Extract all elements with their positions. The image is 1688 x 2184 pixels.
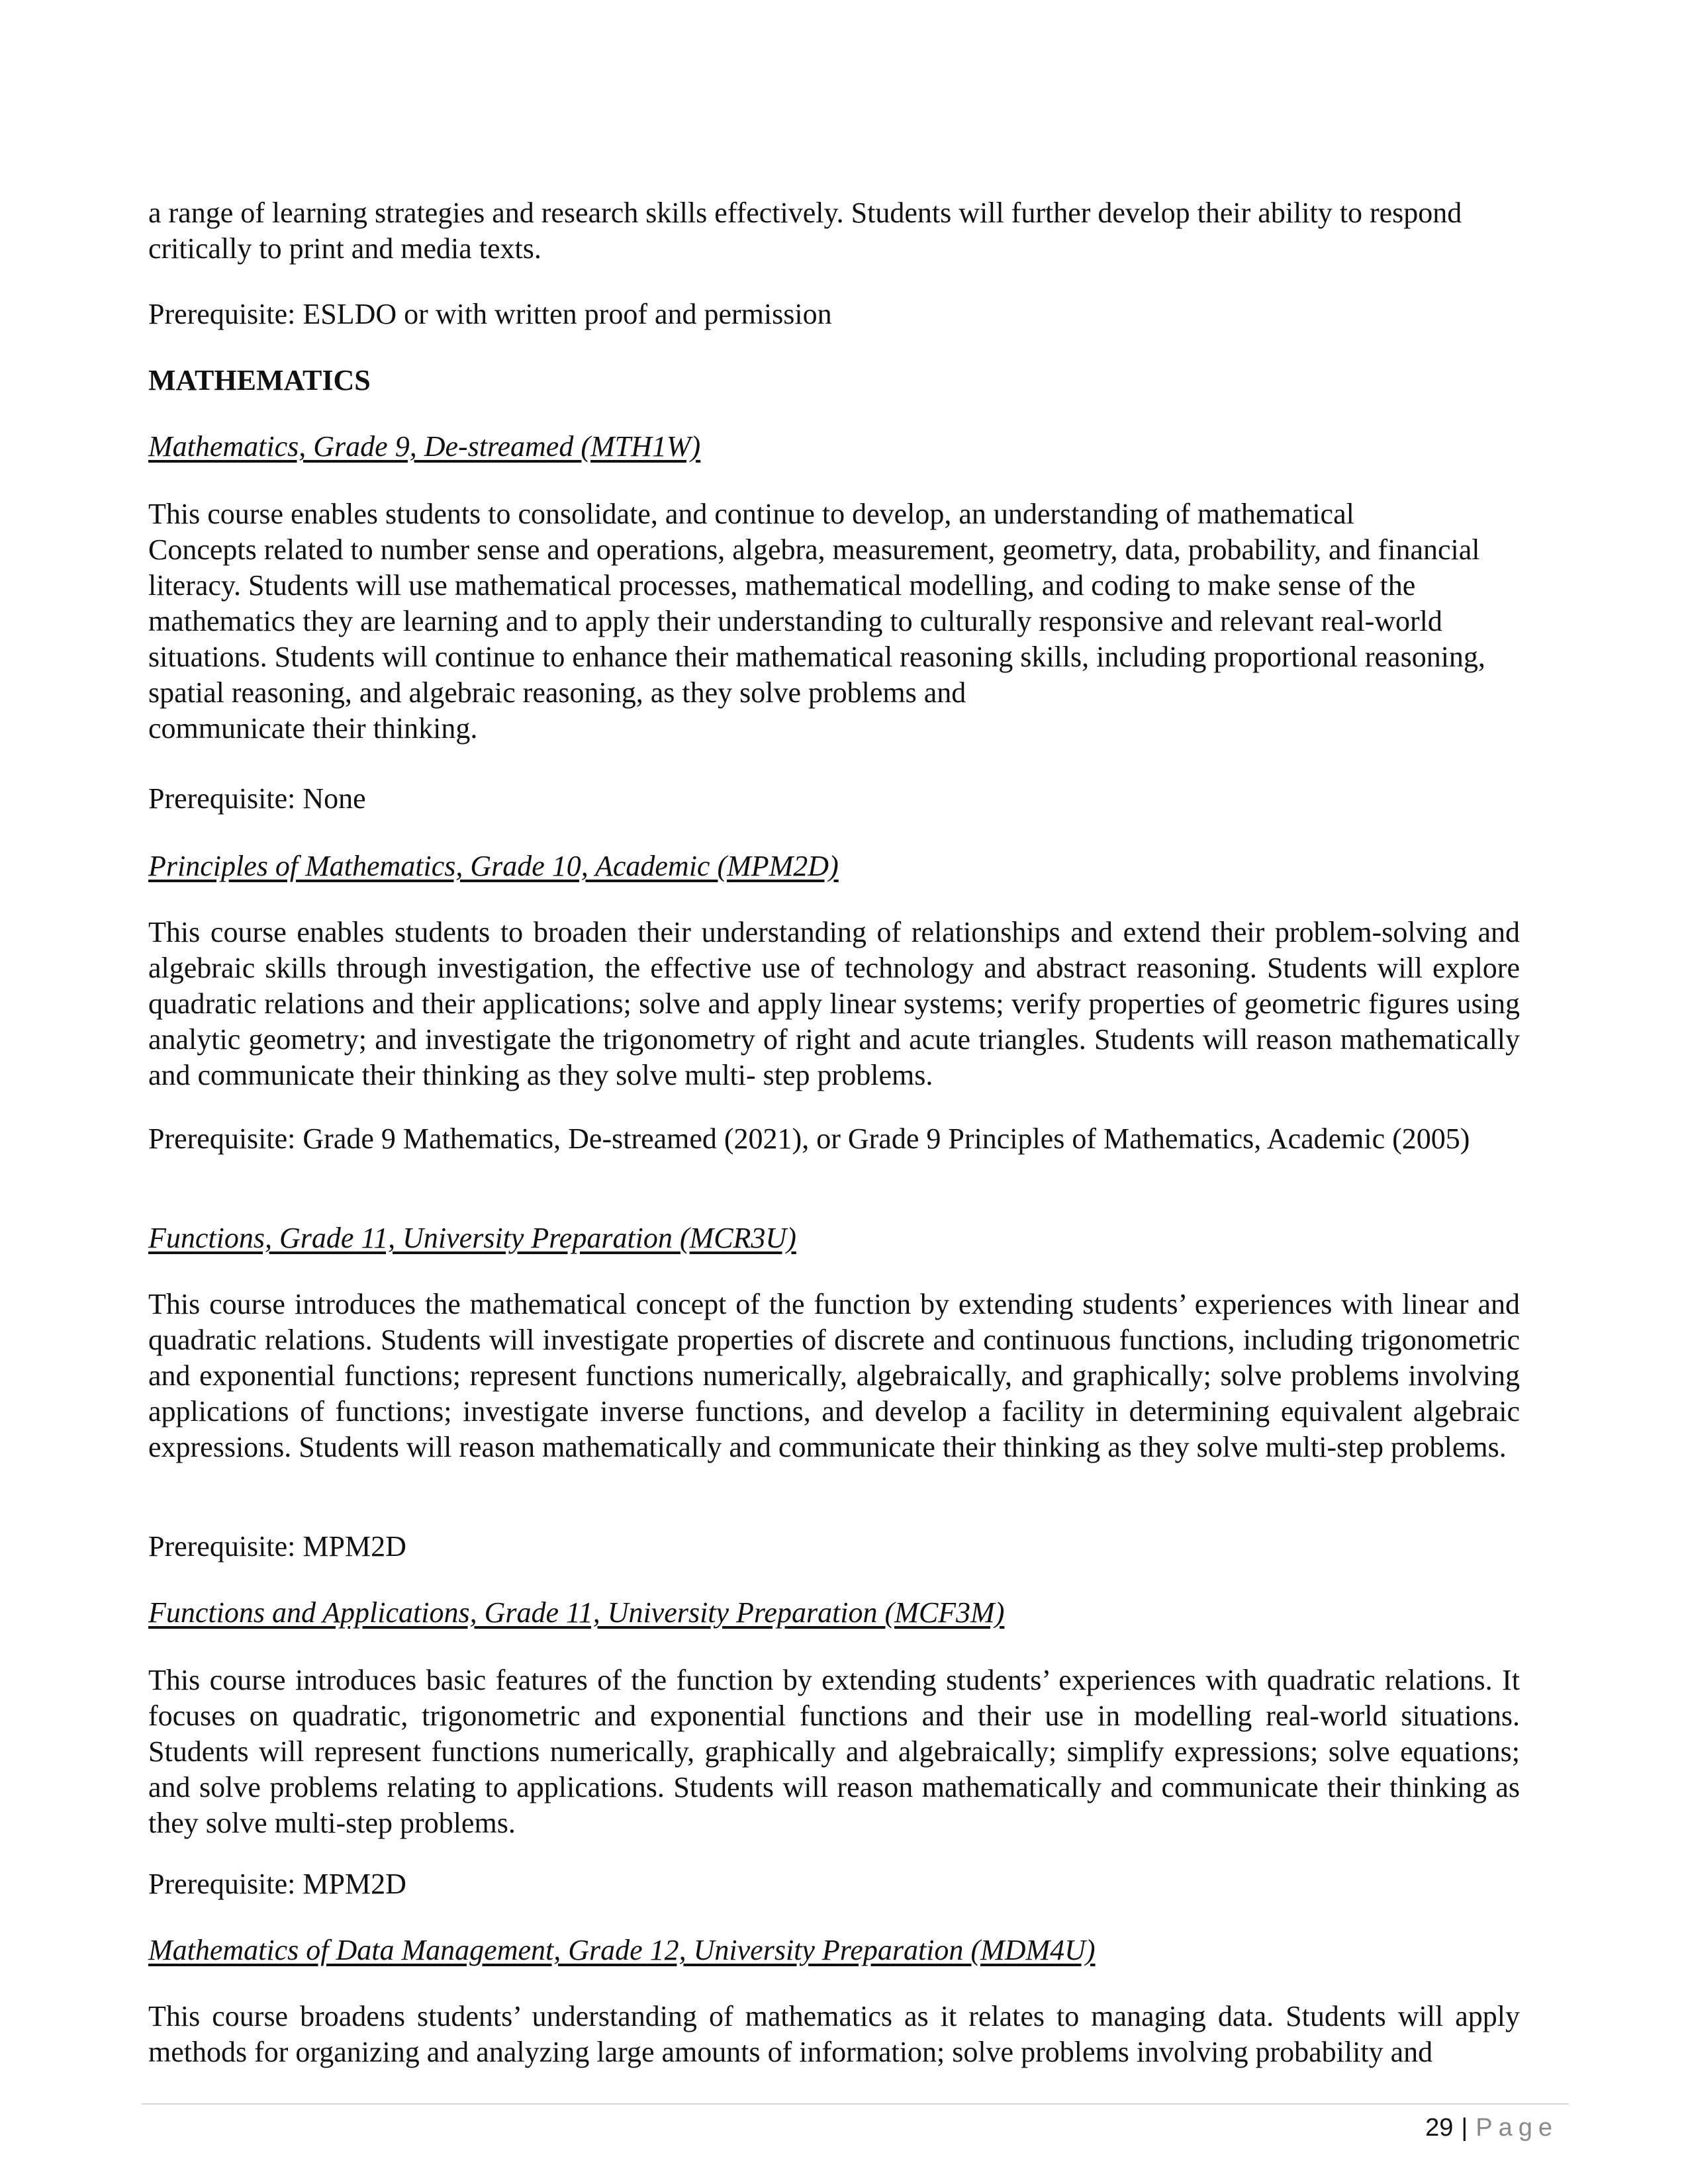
description-line: This course introduces basic features of the function by extending students’ experiences with quadratic relations. xyxy=(148,1664,1493,1696)
description-line: This course broadens students’ understanding of mathematics as it relates to managing data. Students will apply xyxy=(148,2000,1520,2032)
description-line: using analytic geometry; and investigate the trigonometry of right and acute triangles. Students will reason xyxy=(148,987,1521,1056)
course-description xyxy=(148,915,1520,1093)
course-title: Functions, Grade 11, University Preparation (MCR3U) xyxy=(148,1222,796,1254)
description-line: methods for organizing and analyzing large amounts of information; solve problems involving probability and xyxy=(148,2036,1433,2068)
course-description xyxy=(148,1287,1520,1465)
course-title: Mathematics, Grade 9, De-streamed (MTH1W) xyxy=(148,430,701,463)
description-line: and quadratic relations. Students will investigate properties of discrete and continuous functions, including xyxy=(148,1288,1521,1356)
description-line: It focuses on quadratic, trigonometric and exponential functions and their use in modelling real-world situations. xyxy=(148,1664,1521,1732)
description-line: This course enables students to consolidate, and continue to develop, an understanding of mathematical xyxy=(148,498,1354,530)
course-prerequisite: Prerequisite: MPM2D xyxy=(148,1530,406,1563)
intro-paragraph xyxy=(148,195,1520,267)
intro-line: critically to print and media texts. xyxy=(148,232,541,265)
description-line: Students will represent functions numerically, graphically and algebraically; simplify expressions; solve xyxy=(148,1735,1390,1768)
intro-prerequisite: Prerequisite: ESLDO or with written proof and permission xyxy=(148,298,832,330)
course-title: Mathematics of Data Management, Grade 12, University Preparation (MDM4U) xyxy=(148,1934,1096,1966)
description-line: equivalent algebraic expressions. Students will reason mathematically and communicate their thinking as they xyxy=(148,1395,1521,1463)
course-prerequisite: Prerequisite: Grade 9 Mathematics, De-streamed (2021), or Grade 9 Principles of Mathematics, Academic (2005) xyxy=(148,1122,1470,1155)
page-label: Page xyxy=(1476,2114,1558,2142)
description-line: mathematics they are learning and to apply their understanding to culturally responsive and relevant real-world xyxy=(148,605,1442,637)
description-line: thinking as they solve multi-step problems. xyxy=(148,1771,1521,1839)
description-line: This course enables students to broaden their understanding of relationships and extend their problem-solving and xyxy=(148,916,1520,948)
course-title: Functions and Applications, Grade 11, University Preparation (MCF3M) xyxy=(148,1596,1005,1629)
course-description xyxy=(148,1999,1520,2070)
description-line: mathematically and communicate their thinking as they solve multi- step problems. xyxy=(148,1023,1521,1091)
course-description xyxy=(148,1662,1520,1841)
course-title: Principles of Mathematics, Grade 10, Academic (MPM2D) xyxy=(148,850,839,882)
footer-divider xyxy=(142,2103,1569,2105)
description-line: communicate their thinking. xyxy=(148,712,478,745)
footer-separator: | xyxy=(1461,2114,1468,2142)
description-line: quadratic relations and their applications; solve and apply linear systems; verify properties of geometric figures xyxy=(148,987,1450,1020)
page-footer xyxy=(1425,2111,1558,2144)
page-number: 29 xyxy=(1425,2114,1454,2142)
description-line: situations. Students will continue to enhance their mathematical reasoning skills, including proportional reasoning, xyxy=(148,641,1485,673)
description-line: This course introduces the mathematical concept of the function by extending students’ experiences with linear xyxy=(148,1288,1469,1320)
description-line: algebraic skills through investigation, the effective use of technology and abstract reasoning. Students will explore xyxy=(148,952,1520,984)
description-line: spatial reasoning, and algebraic reasoning, as they solve problems and xyxy=(148,676,966,709)
description-line: problems involving applications of functions; investigate inverse functions, and develop a facility in determining xyxy=(148,1359,1520,1428)
course-prerequisite: Prerequisite: MPM2D xyxy=(148,1868,406,1900)
description-line: literacy. Students will use mathematical processes, mathematical modelling, and coding to make sense of the xyxy=(148,569,1416,602)
section-heading: MATHEMATICS xyxy=(148,364,371,396)
description-line: Concepts related to number sense and operations, algebra, measurement, geometry, data, probability, and financial xyxy=(148,533,1480,566)
intro-line: a range of learning strategies and research skills effectively. Students will further develop their ability to respond xyxy=(148,197,1462,229)
description-line: solve multi-step problems. xyxy=(1196,1431,1507,1463)
description-line: trigonometric and exponential functions; represent functions numerically, algebraically, and graphically; solve xyxy=(148,1324,1520,1392)
course-description xyxy=(148,496,1520,747)
course-prerequisite: Prerequisite: None xyxy=(148,782,366,815)
description-line: equations; and solve problems relating to applications. Students will reason mathematically and communicate their xyxy=(148,1735,1521,1803)
